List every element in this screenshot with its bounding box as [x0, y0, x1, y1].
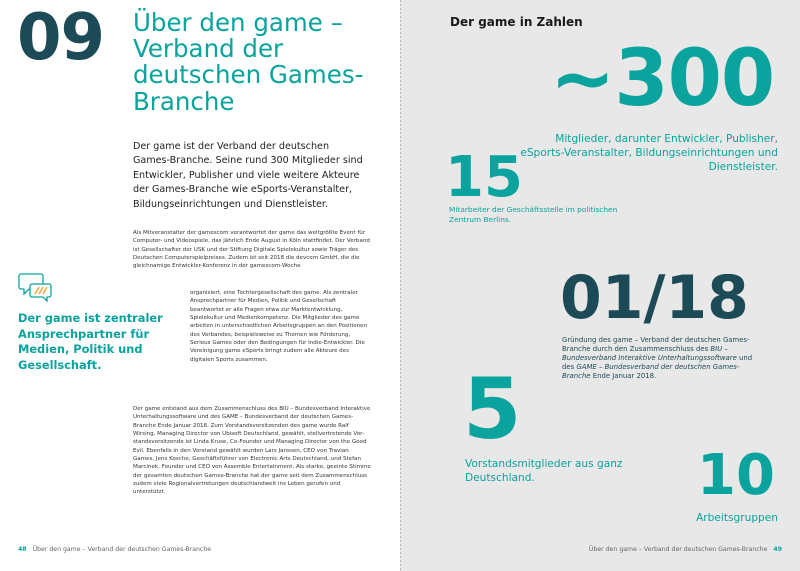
- page-title: Über den game – Verband der deutschen Games-Branche: [133, 8, 364, 116]
- stat-0118-desc-part2: BIU – Bundesverband Interaktive Unterhaltungssoftware: [562, 345, 737, 363]
- body-paragraph-2: organisiert, eine Tochtergesellschaft des game. Als zentraler Ansprechpartner für Medien, Politik und Gesellschaft beantwortet er alle Fragen etwa zur Marktentwicklung, Spielekultur und Medienkompetenz. Die Mitglieder des game arbeiten in unterschiedlichen Arbeitsgruppen an den Positionen des Verbandes, beispielsweise zu Themen wie Förderung, Serious Games oder den Bedingungen für Indie-Entwickler. Die Vereinigung game eSports bringt zudem alle Akteure des digitalen Sports zusammen.: [190, 290, 368, 363]
- body-paragraph-3: Der game entstand aus dem Zusammenschluss des BIU – Bundesverband Interaktive Unterhaltungssoftware und des GAME – Bundesverband der deutschen Games-Branche Ende Januar 2018. Zum Vorstandsvorsitzenden des game wurde Ralf Wirsing, Managing Director von Ubisoft Deutschland, gewählt, stellvertretende Vorstandsvorsitzende ist Linda Kruse, Co-Founder und Managing Director von the Good Evil. Ebenfalls in den Vorstand gewählt wurden Lars Janssen, CEO von Travian Games, Jens Kosche, Geschäftsführer von Electronic Arts Deutschland, und Stefan Marcinek, Founder und CEO von Assemble Entertainment. Als starke, geeinte Stimme der gesamten deutschen Games-Branche hat der game seit dem Zusammenschluss zudem viele Regionalvertretungen deutschlandweit ins Leben gerufen und unterstützt.: [133, 406, 371, 496]
- footer-text-right: Über den game – Verband der deutschen Games-Branche: [588, 546, 768, 553]
- stat-300-desc: Mitglieder, darunter Entwickler, Publisher, eSports-Veranstalter, Bildungseinrichtungen und Dienstleister.: [520, 133, 778, 173]
- intro-paragraph: Der game ist der Verband der deutschen Games-Branche. Seine rund 300 Mitglieder sind Entwickler, Publisher und viele weitere Akteure der Games-Branche wie eSports-Veranstalter, Bildungseinrichtungen und Dienstleister.: [133, 141, 363, 210]
- body-paragraph-1: Als Mitveranstalter der gamescom verantwortet der game das weltgrößte Event für Computer- und Videospiele, das jährlich Ende August in Köln stattfindet. Der Verband ist Gesellschafter der USK und der Stiftung Digitale Spielekultur sowie Träger des Deutschen Computerspielpreises. Zudem ist seit 2018 die devcom GmbH, die die gleichnamige Entwickler-Konferenz in der gamescom-Woche: [133, 230, 370, 270]
- pull-quote: Der game ist zentraler Ansprechpartner für Medien, Politik und Gesellschaft.: [18, 311, 163, 372]
- page-number-left: 48: [18, 546, 27, 553]
- stat-0118-desc-part5: Ende Januar 2018.: [590, 372, 657, 381]
- stat-10-desc: Arbeitsgruppen: [696, 512, 778, 524]
- page-divider: [400, 0, 401, 571]
- stat-10-value: 10: [697, 443, 775, 508]
- right-page: [400, 0, 800, 571]
- stats-heading: Der game in Zahlen: [450, 15, 583, 29]
- stat-5-desc: Vorstandsmitglieder aus ganz Deutschland.: [465, 458, 623, 484]
- stat-15-value: 15: [445, 145, 523, 210]
- stat-0118-desc-part3: und des: [562, 354, 753, 372]
- stat-5-value: 5: [463, 360, 522, 458]
- footer-right: [589, 546, 782, 553]
- stat-0118-value: 01/18: [560, 263, 749, 333]
- stat-0118-desc: [562, 336, 762, 382]
- footer-left: [18, 546, 211, 553]
- page-number-right: 49: [773, 546, 782, 553]
- chapter-number: 09: [17, 1, 105, 75]
- stat-0118-desc-part4: GAME – Bundesverband der deutschen Games-Branche: [562, 363, 740, 381]
- footer-text-left: Über den game – Verband der deutschen Games-Branche: [32, 546, 212, 553]
- speech-bubbles-icon: [18, 272, 52, 302]
- stat-0118-desc-part1: Gründung des game – Verband der deutschen Games-Branche durch den Zusammenschluss des: [562, 336, 750, 354]
- stat-15-desc: Mitarbeiter der Geschäftsstelle im politischen Zentrum Berlins.: [449, 205, 618, 224]
- stat-300-value: ~300: [550, 34, 775, 124]
